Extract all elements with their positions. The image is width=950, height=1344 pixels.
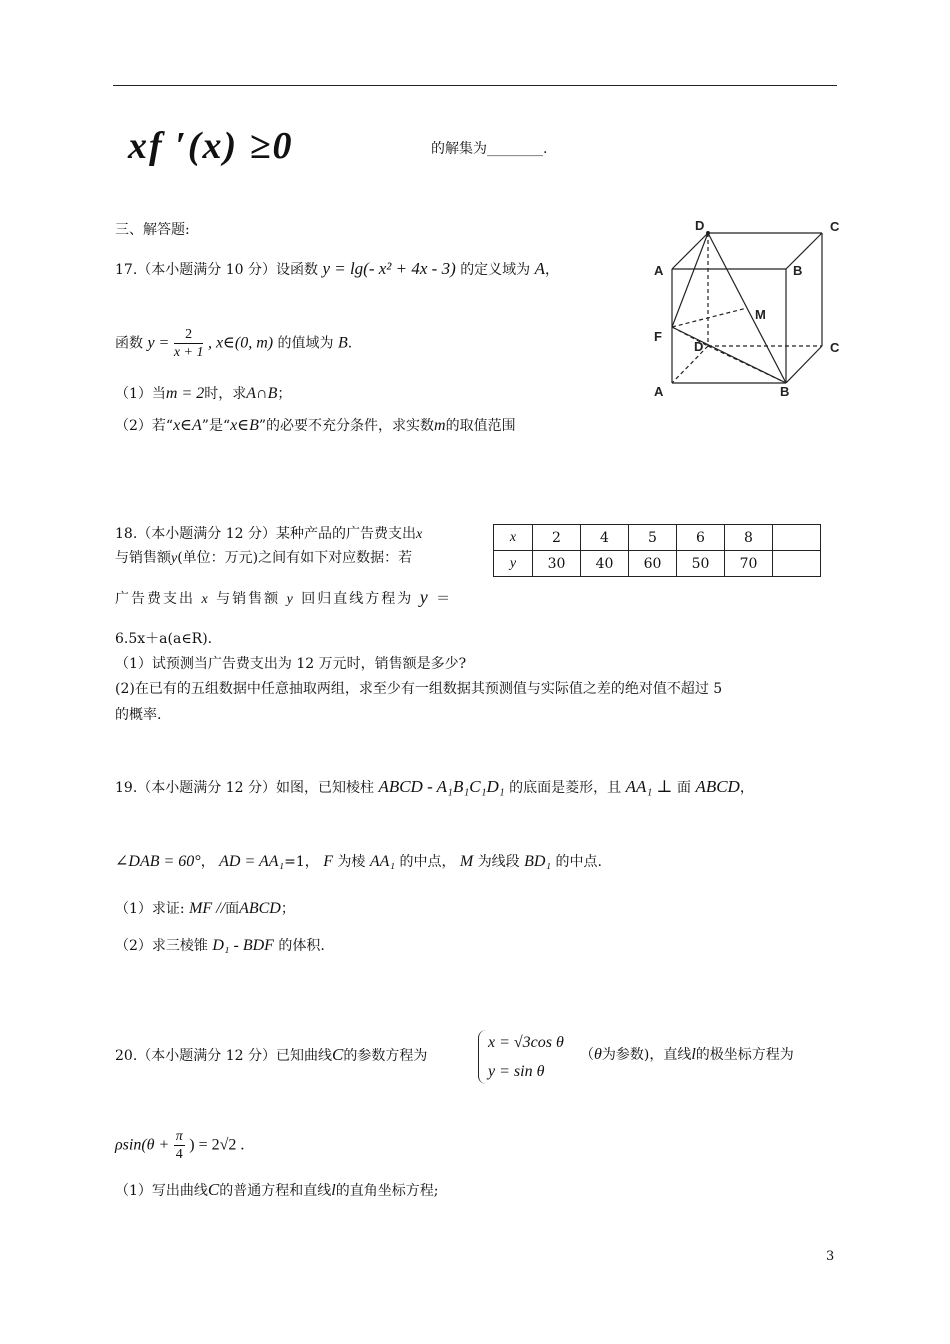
label-b: B xyxy=(780,384,790,399)
q17-p1-math: m = 2 xyxy=(165,385,205,402)
q17-part2 xyxy=(115,417,516,435)
q17-part1 xyxy=(115,385,291,403)
segment-d-b xyxy=(708,346,786,383)
q19-ad-eq: AD = AA₁ xyxy=(219,853,285,870)
label-b1: B xyxy=(793,263,803,278)
q18-l2y: y xyxy=(171,551,178,566)
q18-l1: 18.（本小题满分 12 分）某种产品的广告费支出 xyxy=(115,526,416,542)
q17-l2tail: 的值域为 xyxy=(277,335,334,352)
q19-l1d: ， xyxy=(739,780,754,796)
q19-angle: ∠DAB = 60° xyxy=(115,853,201,870)
q17-set-b: B xyxy=(338,334,348,352)
q19-line2 xyxy=(115,853,602,871)
q19-l2c: 为棱 xyxy=(337,854,366,870)
q19-part2 xyxy=(115,937,325,955)
q20-l1b: 的参数方程为 xyxy=(343,1048,428,1064)
q17-p2-m1: x∈A xyxy=(173,417,202,434)
q20-line1a xyxy=(115,1046,427,1065)
q20-l1a: 20.（本小题满分 12 分）已知曲线 xyxy=(115,1048,332,1064)
q19-l1c: 面 xyxy=(676,780,691,796)
table-cell: 6 xyxy=(677,525,725,551)
section-heading: 三、解答题: xyxy=(115,222,190,238)
q17-head: 17.（本小题满分 10 分）设函数 xyxy=(115,262,318,278)
q20-system-x: x = √3cos θ xyxy=(488,1034,564,1051)
q19-part1 xyxy=(115,900,295,918)
q20-l1c: （ xyxy=(580,1047,594,1063)
table-row xyxy=(494,525,821,551)
q18-l3d: ＝ xyxy=(436,591,453,607)
q16-formula: xf ′(x) ≥0 xyxy=(128,125,294,167)
q19-p1a: （1）求证: xyxy=(115,901,185,917)
q19-l2a: ， xyxy=(200,854,215,870)
q17-denominator: x + 1 xyxy=(173,345,204,360)
table-cell: 50 xyxy=(677,551,725,577)
q18-part2-cont: 的概率. xyxy=(115,707,162,723)
table-cell: 70 xyxy=(725,551,773,577)
q18-line1 xyxy=(115,525,422,544)
q19-aa1-perp: AA₁ ⊥ xyxy=(625,777,673,796)
q17-l2y: y = xyxy=(147,334,170,352)
table-cell: y xyxy=(494,551,533,577)
q16-tail: 的解集为________. xyxy=(431,141,548,157)
q18-l3b: 与销售额 xyxy=(216,591,281,607)
q18-l3c: 回归直线方程为 xyxy=(301,591,414,607)
q17-p1a: （1）当 xyxy=(115,386,166,402)
q19-l1b: 的底面是菱形，且 xyxy=(509,780,622,796)
q19-p2a: （2）求三棱锥 xyxy=(115,938,208,954)
label-c1: C xyxy=(830,219,840,234)
q18-l3x: x xyxy=(201,592,210,607)
table-row xyxy=(494,551,821,577)
q20-p1a: （1）写出曲线 xyxy=(115,1183,208,1199)
q17-p2c: ”的必要不充分条件，求实数 xyxy=(258,418,435,434)
q19-bd1: BD₁ xyxy=(524,853,552,870)
q19-pyramid: D₁ - BDF xyxy=(212,937,274,954)
q20-theta: θ xyxy=(594,1046,602,1063)
q19-p2b: 的体积. xyxy=(278,938,325,954)
q19-prism: ABCD - A₁B₁C₁D₁ xyxy=(378,777,505,796)
q18-l2: 与销售额 xyxy=(115,550,171,566)
label-d1: D xyxy=(695,218,705,233)
q17-numerator: 2 xyxy=(174,326,204,344)
q18-yhat: y xyxy=(419,587,430,607)
q17-line1 xyxy=(115,260,559,279)
q17-line2 xyxy=(115,326,352,361)
page-number: 3 xyxy=(826,1249,835,1264)
q20-p1-c: C xyxy=(207,1180,220,1199)
q18-l1x: x xyxy=(415,527,423,542)
q17-tail: 的定义域为 xyxy=(460,262,531,278)
table-cell: x xyxy=(494,525,533,551)
q20-p1c: 的直角坐标方程; xyxy=(335,1183,439,1199)
q19-line1 xyxy=(115,778,754,797)
q17-fraction xyxy=(174,326,204,361)
q17-p2-m3: m xyxy=(434,417,446,434)
table-cell xyxy=(773,551,821,577)
q18-l2b: (单位：万元)之间有如下对应数据：若 xyxy=(177,550,413,566)
q18-l3y: y xyxy=(286,592,295,607)
q17-function: y = lg(- x² + 4x - 3) xyxy=(322,259,456,278)
label-a1: A xyxy=(654,263,664,278)
table-cell: 5 xyxy=(629,525,677,551)
edge-top-right xyxy=(786,233,822,269)
table-cell: 30 xyxy=(533,551,581,577)
q17-p1d: ； xyxy=(277,386,292,402)
q19-p1c: ； xyxy=(280,901,295,917)
q19-l2d: 的中点， xyxy=(399,854,456,870)
q17-p2d: 的取值范围 xyxy=(445,418,516,434)
header-rule xyxy=(113,85,837,86)
q18-line2 xyxy=(115,549,412,568)
q18-line3 xyxy=(115,588,452,609)
q19-l2f: 的中点. xyxy=(555,854,602,870)
q17-comma: ， xyxy=(545,262,560,278)
q19-l2e: 为线段 xyxy=(477,854,520,870)
edge-top-left xyxy=(672,233,708,269)
segment-f-d1 xyxy=(672,233,708,327)
q19-p1-abcd: ABCD xyxy=(239,900,281,917)
prism-figure xyxy=(650,215,850,405)
label-a: A xyxy=(654,384,664,399)
q17-period: . xyxy=(347,335,353,352)
table-cell: 40 xyxy=(581,551,629,577)
table-cell xyxy=(773,525,821,551)
q20-polar-pre: ρsin(θ + xyxy=(115,1136,170,1154)
edge-bottom-right xyxy=(786,346,822,383)
q17-p2b: ”是“ xyxy=(201,418,231,434)
segment-f-b xyxy=(672,327,786,383)
q20-system-y: y = sin θ xyxy=(488,1063,545,1080)
q18-data-table xyxy=(493,524,821,577)
q20-polar-eq xyxy=(115,1128,244,1163)
vertex-d1 xyxy=(706,231,710,235)
q20-l: l xyxy=(691,1046,696,1063)
q20-numerator: π xyxy=(175,1129,183,1144)
q20-l1d: 为参数)，直线 xyxy=(601,1047,692,1063)
label-m: M xyxy=(755,307,766,322)
q18-part2: (2)在已有的五组数据中任意抽取两组，求至少有一组数据其预测值与实际值之差的绝对值不超过 5 xyxy=(115,681,723,697)
label-d: D xyxy=(694,339,704,354)
q20-polar-post: ) = 2√2 . xyxy=(189,1136,245,1154)
q17-p1b: 时，求 xyxy=(204,386,247,402)
q17-p1c: A∩B xyxy=(246,385,278,402)
q20-part1 xyxy=(115,1181,438,1200)
q17-domain: , x∈(0, m) xyxy=(207,334,274,352)
q20-denominator: 4 xyxy=(175,1147,183,1162)
table-cell: 2 xyxy=(533,525,581,551)
q19-l2b: =1， xyxy=(284,854,319,870)
q19-m: M xyxy=(459,853,474,870)
q19-mf: MF // xyxy=(189,900,226,917)
q18-line4: 6.5x＋a(a∈R). xyxy=(115,631,213,647)
q17-set-a: A xyxy=(534,259,546,278)
q19-p1b: 面 xyxy=(225,901,240,917)
q19-l1a: 19.（本小题满分 12 分）如图，已知棱柱 xyxy=(115,780,374,796)
segment-f-m xyxy=(672,308,747,327)
table-cell: 60 xyxy=(629,551,677,577)
label-c: C xyxy=(830,340,840,355)
q20-fraction xyxy=(174,1128,185,1163)
q20-l1e: 的极坐标方程为 xyxy=(695,1047,794,1063)
q20-line1b xyxy=(580,1046,794,1064)
q17-p2-m2: x∈B xyxy=(230,417,259,434)
q19-abcd: ABCD xyxy=(695,777,740,796)
q17-p2a: （2）若“ xyxy=(115,418,174,434)
label-f: F xyxy=(654,329,662,344)
q20-p1-l: l xyxy=(331,1182,336,1199)
q19-f: F xyxy=(323,853,333,870)
table-cell: 4 xyxy=(581,525,629,551)
q19-aa1: AA₁ xyxy=(369,853,395,870)
q20-p1b: 的普通方程和直线 xyxy=(219,1183,332,1199)
q20-c: C xyxy=(331,1045,344,1064)
q17-l2a: 函数 xyxy=(115,335,143,352)
q18-l3a: 广告费支出 xyxy=(115,591,195,607)
q18-part1: （1）试预测当广告费支出为 12 万元时，销售额是多少? xyxy=(115,656,467,672)
table-cell: 8 xyxy=(725,525,773,551)
